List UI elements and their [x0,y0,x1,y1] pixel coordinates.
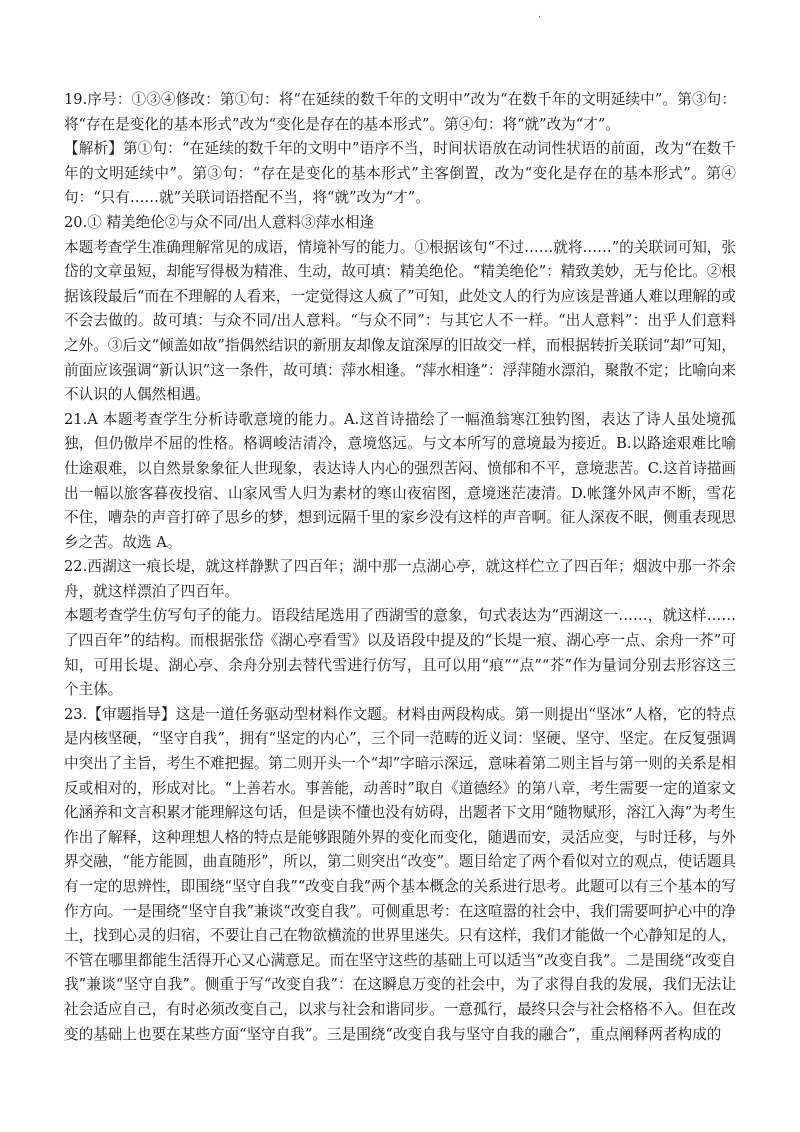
q22-answer: 22.西湖这一痕长堤，就这样静默了四百年；湖中那一点湖心亭，就这样伫立了四百年；烟波中那一芥余舟，就这样漂泊了四百年。 [64,558,736,600]
q21-answer-analysis: 21.A 本题考查学生分析诗歌意境的能力。A.这首诗描绘了一幅渔翁寒江独钓图，表达了诗人虽处境孤独，但仍傲岸不屈的性格。格调峻洁清冷，意境悠远。与文本所写的意境最为接近。B.以路途艰难比喻仕途艰难，以自然景象象征人世现象，表达诗人内心的强烈苦闷、愤郁和不平，意境悲苦。C.这首诗描画出一幅以旅客暮夜投宿、山家风雪人归为素材的寒山夜宿图，意境迷茫凄清。D.帐篷外风声不断，雪花不住，嘈杂的声音打碎了思乡的梦，想到远隔千里的家乡没有这样的声音啊。征人深夜不眠，侧重表现思乡之苦。故选 A。 [64,410,737,551]
q20-analysis: 本题考查学生准确理解常见的成语，情境补写的能力。①根据该句“不过……就将……”的关联词可知，张岱的文章虽短，却能写得极为精准、生动，故可填：精美绝伦。“精美绝伦”：精致美妙，无与伦比。②根据该段最后“而在不理解的人看来，一定觉得这人疯了”可知，此处文人的行为应该是普通人难以理解的或不会去做的。故可填：与众不同/出人意料。“与众不同”：与其它人不一样。“出人意料”：出乎人们意料之外。③后文“倾盖如故”指偶然结识的新朋友却像友谊深厚的旧故交一样，而根据转折关联词“却”可知，前面应该强调“新认识”这一条件，故可填：萍水相逢。“萍水相逢”：浮萍随水漂泊，聚散不定；比喻向来不认识的人偶然相遇。 [64,238,736,404]
q23-guidance: 23.【审题指导】这是一道任务驱动型材料作文题。材料由两段构成。第一则提出“坚冰”人格，它的特点是内核坚硬，“坚守自我”，拥有“坚定的内心”，三个同一范畴的近义词：坚硬、坚守、坚定。在反复强调中突出了主旨，考生不难把握。第二则开头一个“却”字暗示深远，意味着第二则主旨与第一则的关系是相反或相对的，形成对比。“上善若水。事善能，动善时”取自《道德经》的第八章，考生需要一定的道家文化涵养和文言积累才能理解这句话，但是读不懂也没有妨碍，出题者下文用“随物赋形，溶江入海”为考生作出了解释，这种理想人格的特点是能够跟随外界的变化而变化，随遇而安，灵活应变，与时迁移，与外界交融，“能方能圆，曲直随形”，所以，第二则突出“改变”。题目给定了两个看似对立的观点，使话题具有一定的思辨性，即围绕“坚守自我”“改变自我”两个基本概念的关系进行思考。此题可以有三个基本的写作方向。一是围绕“坚守自我”兼谈“改变自我”。可侧重思考：在这喧嚣的社会中，我们需要呵护心中的净土，找到心灵的归宿，不要让自己在物欲横流的世界里迷失。只有这样，我们才能做一个心静知足的人，不管在哪里都能生活得开心又心满意足。而在坚守这些的基础上可以适当“改变自我”。二是围绕“改变自我”兼谈“坚守自我”。侧重于写“改变自我”：在这瞬息万变的社会中，为了求得自我的发展，我们无法让社会适应自己，有时必须改变自己，以求与社会和谐同步。一意孤行，最终只会与社会格格不入。但在改变的基础上也要在某些方面“坚守自我”。三是围绕“改变自我与坚守自我的融合”，重点阐释两者构成的 [64,705,736,1043]
q20-answer: 20.① 精美绝伦②与众不同/出人意料③萍水相逢 [64,213,375,231]
q22-analysis: 本题考查学生仿写句子的能力。语段结尾选用了西湖雪的意象，句式表达为“西湖这一……，就这样……了四百年”的结构。而根据张岱《湖心亭看雪》以及语段中提及的“长堤一痕、湖心亭一点、余舟一芥”可知，可用长堤、湖心亭、余舟分别去替代雪进行仿写，且可以用“痕”“点”“芥”作为量词分别去形容这三个主体。 [64,607,736,699]
q19-analysis: 【解析】第①句：“在延续的数千年的文明中”语序不当，时间状语放在动词性状语的前面，改为“在数千年的文明延续中”。第③句：“存在是变化的基本形式”主客倒置，改为“变化是存在的基本形式”。第④句：“只有……就”关联词语搭配不当，将“就”改为“才”。 [64,140,736,207]
q19-answer: 19.序号：①③④修改：第①句：将“在延续的数千年的文明中”改为“在数千年的文明延续中”。第③句：将“存在是变化的基本形式”改为“变化是存在的基本形式”。第④句：将“就”改为“才”。 [64,91,736,133]
header-mark: . [538,10,541,20]
answer-key-page [64,88,736,1047]
